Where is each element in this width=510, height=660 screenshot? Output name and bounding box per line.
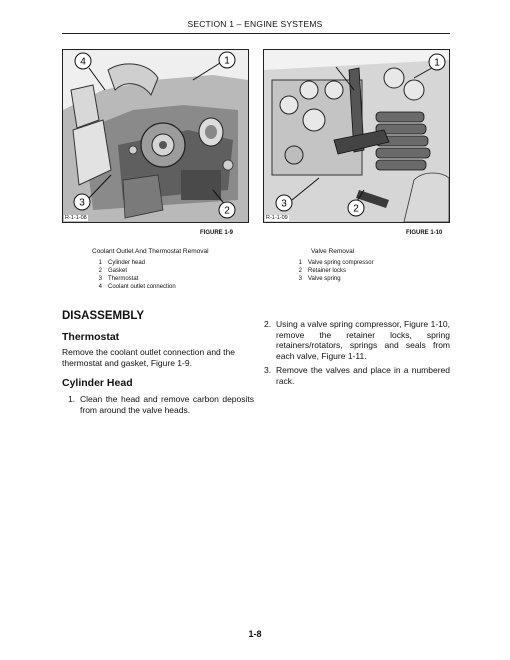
figure-reference: R-1-1-08: [65, 215, 87, 221]
subheading-cylinder-head: Cylinder Head: [62, 377, 133, 389]
legend-item: 1 Valve spring compressor: [298, 260, 374, 266]
step-text: Remove the valves and place in a numbered rack.: [276, 365, 450, 386]
page-number: 1-8: [248, 629, 262, 639]
svg-text:1: 1: [434, 57, 440, 69]
figure-reference: R-1-1-09: [266, 215, 288, 221]
legend-item: 4 Coolant outlet connection: [98, 284, 176, 290]
figure-legend: [92, 259, 176, 291]
figure-title: Coolant Outlet And Thermostat Removal: [92, 248, 209, 255]
figure-title: Valve Removal: [311, 248, 355, 255]
step-text: Clean the head and remove carbon deposits from around the valve heads.: [80, 394, 254, 415]
step-number: 1.: [68, 394, 76, 404]
paragraph-thermostat: Remove the coolant outlet connection and the thermostat and gasket, Figure 1-9.: [62, 347, 235, 368]
svg-text:2: 2: [353, 203, 359, 215]
step-number: 2.: [264, 319, 272, 329]
legend-item: 2 Gasket: [98, 268, 128, 274]
step-1: [68, 394, 254, 415]
step-number: 3.: [264, 365, 272, 375]
callout-2: [219, 202, 235, 218]
callout-3: [74, 194, 90, 210]
section-heading: DISASSEMBLY: [62, 310, 145, 322]
legend-item: 3 Thermostat: [98, 276, 139, 282]
legend-item: 1 Cylinder head: [98, 260, 146, 266]
figure-right-photo: [263, 49, 450, 223]
step-2: [264, 319, 450, 361]
header-rule: [62, 33, 450, 34]
figure-left-photo: [62, 49, 249, 223]
callout-3: [276, 195, 292, 211]
legend-item: 3 Valve spring: [298, 276, 341, 282]
step-text: Using a valve spring compressor, Figure 1-10, remove the retainer locks, spring retainers/rotators, springs and seals from each valve, Figure 1-11.: [276, 319, 450, 361]
figure-caption: FIGURE 1-10: [406, 230, 443, 236]
legend-item: 2 Retainer locks: [298, 268, 347, 274]
svg-text:2: 2: [224, 205, 230, 217]
callout-1: [429, 54, 445, 70]
callout-2: [348, 200, 364, 216]
figure-legend: [292, 259, 374, 283]
section-header: SECTION 1 – ENGINE SYSTEMS: [187, 19, 323, 29]
step-3: [264, 365, 450, 386]
figure-caption: FIGURE 1-9: [200, 230, 234, 236]
callout-1: [219, 52, 235, 68]
svg-text:4: 4: [80, 56, 86, 68]
svg-text:3: 3: [281, 198, 287, 210]
svg-text:1: 1: [224, 55, 230, 67]
subheading-thermostat: Thermostat: [62, 331, 120, 343]
svg-text:3: 3: [79, 197, 85, 209]
callout-4: [75, 53, 91, 69]
